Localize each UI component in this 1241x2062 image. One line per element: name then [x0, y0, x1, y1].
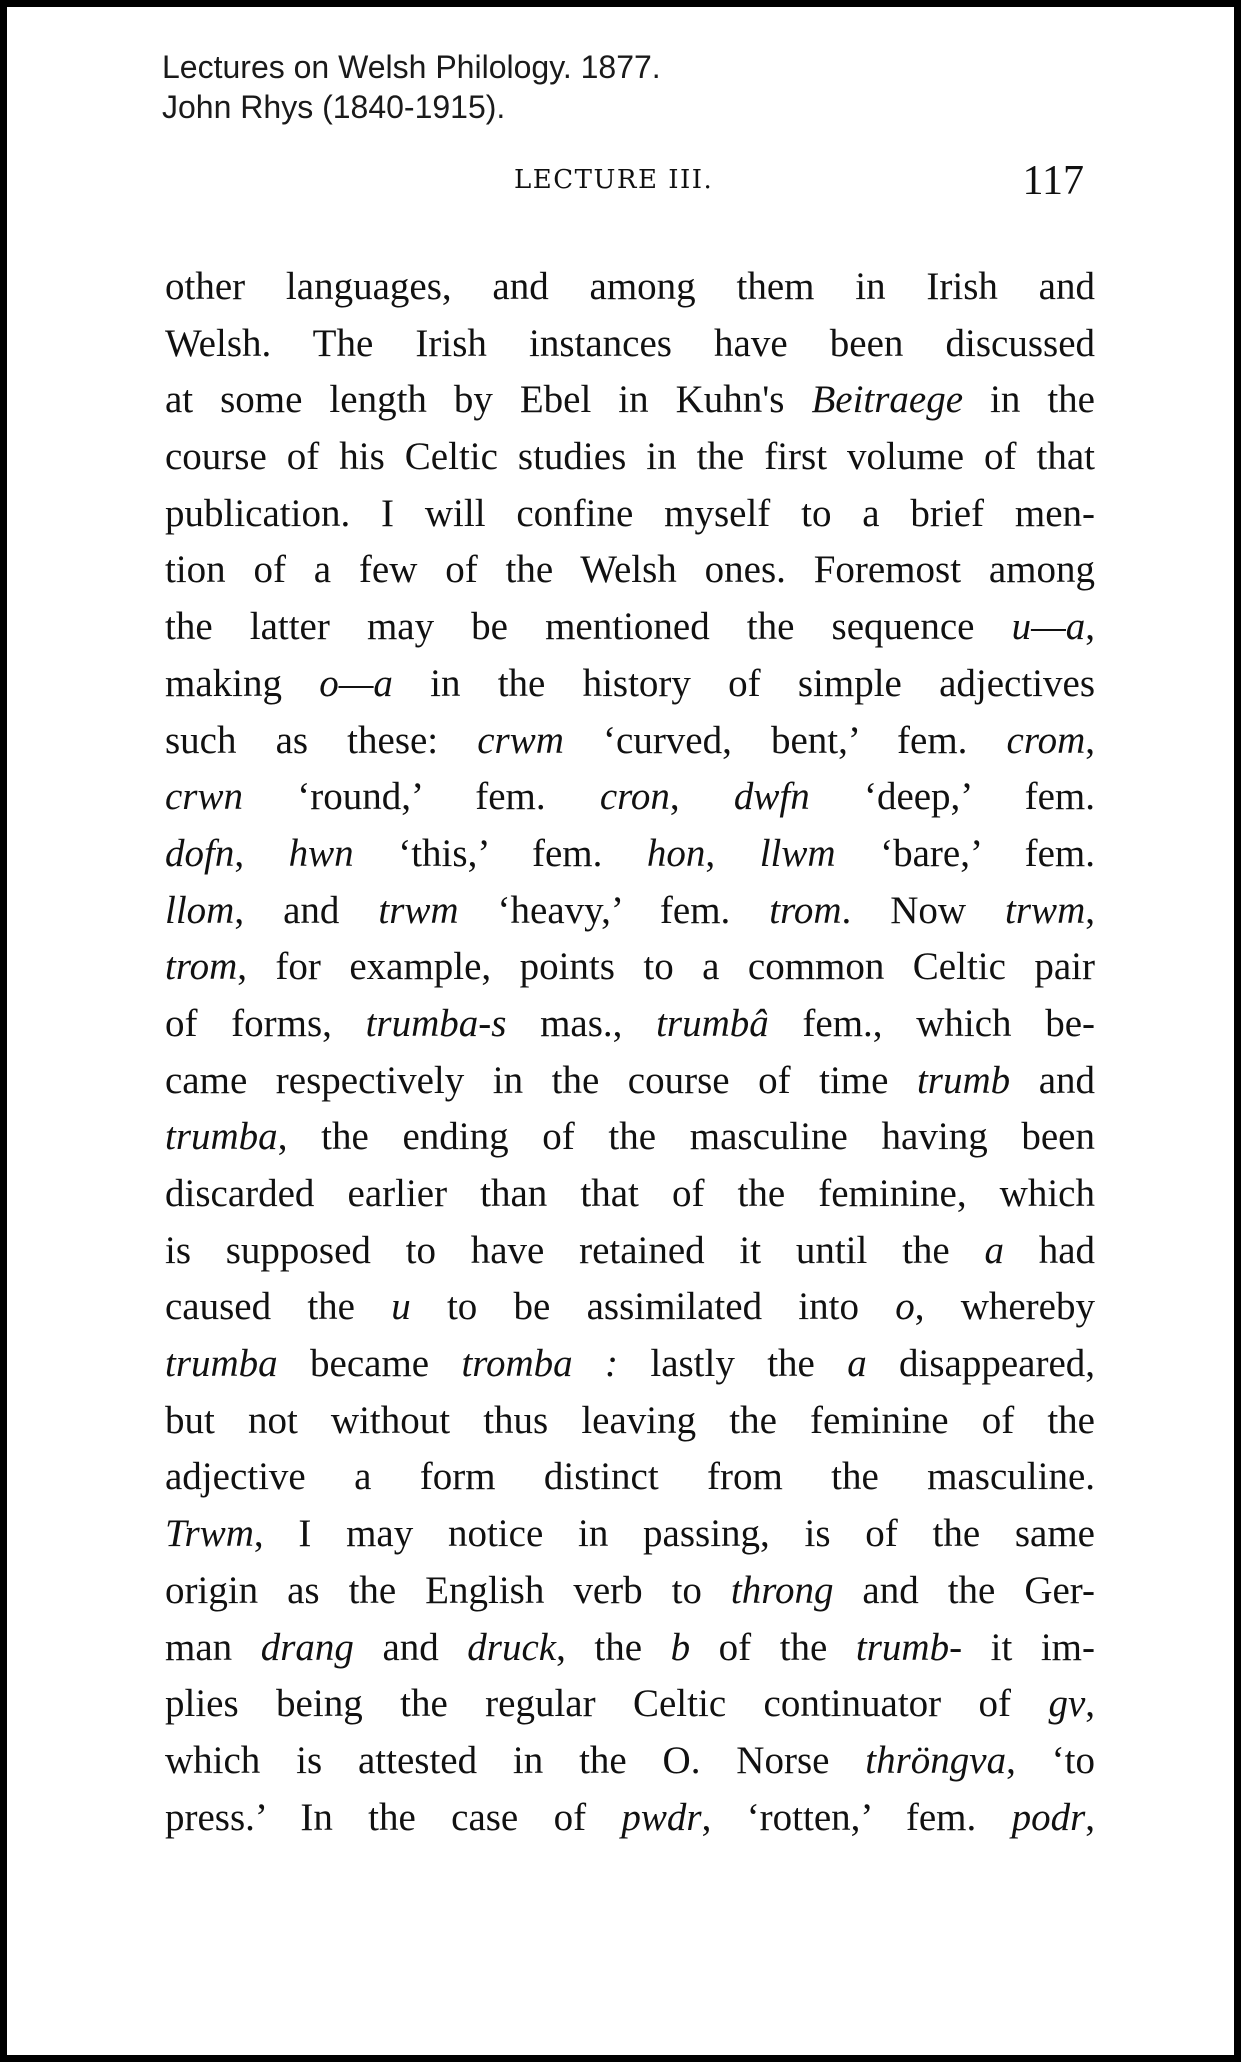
text-line — [165, 1563, 1095, 1620]
italic-word: hon — [646, 831, 706, 875]
text-run: became — [277, 1342, 462, 1386]
text-line — [165, 486, 1095, 543]
italic-word: hwn — [288, 831, 354, 875]
text-line — [165, 996, 1095, 1053]
text-run: and the Ger- — [833, 1568, 1095, 1612]
text-run: it im- — [962, 1625, 1095, 1669]
italic-word: u—a — [1011, 605, 1086, 649]
text-run: , — [1085, 1795, 1095, 1839]
text-run: which is attested in the O. Norse — [165, 1738, 866, 1782]
text-line — [165, 1223, 1095, 1280]
italic-word: thröngva — [865, 1738, 1007, 1782]
text-run: to be assimilated into — [410, 1285, 896, 1329]
italic-word: dwfn — [733, 775, 810, 819]
text-run: ‘bare,’ fem. — [835, 831, 1095, 875]
italic-word: b — [670, 1625, 691, 1669]
italic-word: o — [895, 1285, 915, 1329]
text-line — [165, 1506, 1095, 1563]
text-run: , — [705, 831, 760, 875]
running-head: LECTURE III. — [514, 165, 714, 195]
text-run: man — [165, 1625, 261, 1669]
text-run: and — [1010, 1058, 1095, 1102]
text-run: , for example, points to a common Celtic pair — [237, 945, 1095, 989]
text-line — [165, 656, 1095, 713]
text-line — [165, 259, 1095, 316]
italic-word: pwdr — [621, 1795, 702, 1839]
text-run: , — [1085, 718, 1095, 762]
text-run: in the history of simple adjectives — [392, 661, 1095, 705]
italic-word: llwm — [759, 831, 836, 875]
text-line — [165, 1790, 1095, 1847]
text-line — [165, 1676, 1095, 1733]
italic-word: trumb — [916, 1058, 1011, 1102]
text-line — [165, 1449, 1095, 1506]
text-run: origin as the English verb to — [165, 1568, 731, 1612]
text-run: Welsh. The Irish instances have been discussed — [165, 321, 1095, 365]
text-run: at some length by Ebel in Kuhn's — [165, 378, 812, 422]
italic-word: a — [984, 1228, 1004, 1272]
text-run: came respectively in the course of time — [165, 1058, 917, 1102]
italic-word: druck — [467, 1625, 557, 1669]
italic-word: throng — [730, 1568, 834, 1612]
text-run: ‘round,’ fem. — [243, 775, 600, 819]
text-line — [165, 429, 1095, 486]
text-line — [165, 372, 1095, 429]
text-run: in the — [963, 378, 1095, 422]
text-run: but not without thus leaving the feminine of the — [165, 1398, 1095, 1442]
text-run: making — [165, 661, 320, 705]
text-line — [165, 1620, 1095, 1677]
italic-word: podr — [1011, 1795, 1086, 1839]
italic-word: crom — [1006, 718, 1086, 762]
text-run: disappeared, — [866, 1342, 1095, 1386]
text-run: , the — [556, 1625, 671, 1669]
text-run: , I may notice in passing, is of the same — [253, 1512, 1095, 1556]
italic-word: tromba : — [461, 1342, 619, 1386]
text-run: , ‘rotten,’ fem. — [701, 1795, 1012, 1839]
text-line — [165, 1166, 1095, 1223]
italic-word: trumba — [165, 1342, 278, 1386]
text-line — [165, 713, 1095, 770]
italic-word: dofn — [165, 831, 235, 875]
citation-author: John Rhys (1840-1915). — [162, 89, 506, 125]
italic-word: cron — [599, 775, 670, 819]
italic-word: Beitraege — [811, 378, 964, 422]
text-line — [165, 1336, 1095, 1393]
italic-word: trom — [769, 888, 842, 932]
text-line — [165, 1053, 1095, 1110]
text-line — [165, 1279, 1095, 1336]
text-run: , — [234, 831, 289, 875]
text-run: , the ending of the masculine having been — [277, 1115, 1095, 1159]
text-run: discarded earlier than that of the feminine, which — [165, 1172, 1095, 1215]
italic-word: trumb- — [855, 1625, 963, 1669]
italic-word: gv — [1048, 1682, 1086, 1726]
text-run: , — [669, 775, 734, 819]
text-run: of the — [690, 1625, 856, 1669]
text-run: such as these: — [165, 718, 478, 762]
text-run: , whereby — [914, 1285, 1095, 1329]
text-run: press.’ In the case of — [165, 1795, 622, 1839]
text-run: and — [353, 1625, 468, 1669]
text-run: lastly the — [618, 1342, 848, 1386]
text-run: is supposed to have retained it until the — [165, 1228, 985, 1272]
text-run: , — [1085, 1682, 1095, 1726]
italic-word: o—a — [319, 661, 393, 705]
italic-word: trwm — [378, 888, 459, 932]
text-run: plies being the regular Celtic continuator of — [165, 1682, 1049, 1726]
text-line — [165, 1733, 1095, 1790]
text-line — [165, 316, 1095, 373]
text-run: tion of a few of the Welsh ones. Foremost among — [165, 548, 1095, 592]
italic-word: trwm — [1005, 888, 1086, 932]
text-run: ‘curved, bent,’ fem. — [563, 718, 1007, 762]
text-run: , — [1085, 888, 1095, 932]
text-run: , — [1085, 605, 1095, 649]
text-line — [165, 883, 1095, 940]
text-run: ‘heavy,’ fem. — [458, 888, 770, 932]
text-line — [165, 599, 1095, 656]
italic-word: llom — [165, 888, 235, 932]
italic-word: u — [391, 1285, 411, 1329]
text-run: course of his Celtic studies in the first volume of that — [165, 435, 1095, 479]
text-run: adjective a form distinct from the masculine. — [165, 1455, 1095, 1499]
text-run: fem., which be- — [768, 1001, 1095, 1045]
italic-word: crwm — [477, 718, 564, 762]
text-run: publication. I will confine myself to a brief men- — [165, 491, 1095, 535]
text-run: ‘deep,’ fem. — [809, 775, 1095, 819]
text-run: mas., — [506, 1001, 657, 1045]
text-run: of forms, — [165, 1001, 366, 1045]
text-line — [165, 769, 1095, 826]
text-run: the latter may be mentioned the sequence — [165, 605, 1012, 649]
text-run: . Now — [841, 888, 1006, 932]
italic-word: trom — [165, 945, 238, 989]
text-run: , and — [234, 888, 379, 932]
text-run: other languages, and among them in Irish and — [165, 265, 1095, 308]
text-line — [165, 542, 1095, 599]
italic-word: trumba — [165, 1115, 278, 1159]
italic-word: drang — [260, 1625, 354, 1669]
text-run: ‘this,’ fem. — [353, 831, 647, 875]
italic-word: Trwm — [165, 1512, 254, 1556]
text-line — [165, 1393, 1095, 1450]
text-run: had — [1003, 1228, 1095, 1272]
page-number: 117 — [1022, 158, 1084, 204]
italic-word: trumba-s — [365, 1001, 507, 1045]
italic-word: a — [847, 1342, 867, 1386]
text-run: caused the — [165, 1285, 392, 1329]
italic-word: trumbâ — [656, 1001, 769, 1045]
text-line — [165, 1109, 1095, 1166]
citation-block — [162, 47, 661, 127]
italic-word: crwn — [165, 775, 243, 819]
text-run: , ‘to — [1006, 1738, 1095, 1782]
text-line — [165, 826, 1095, 883]
text-line — [165, 939, 1095, 996]
citation-title: Lectures on Welsh Philology. 1877. — [162, 49, 661, 85]
body-text — [165, 259, 1095, 1846]
